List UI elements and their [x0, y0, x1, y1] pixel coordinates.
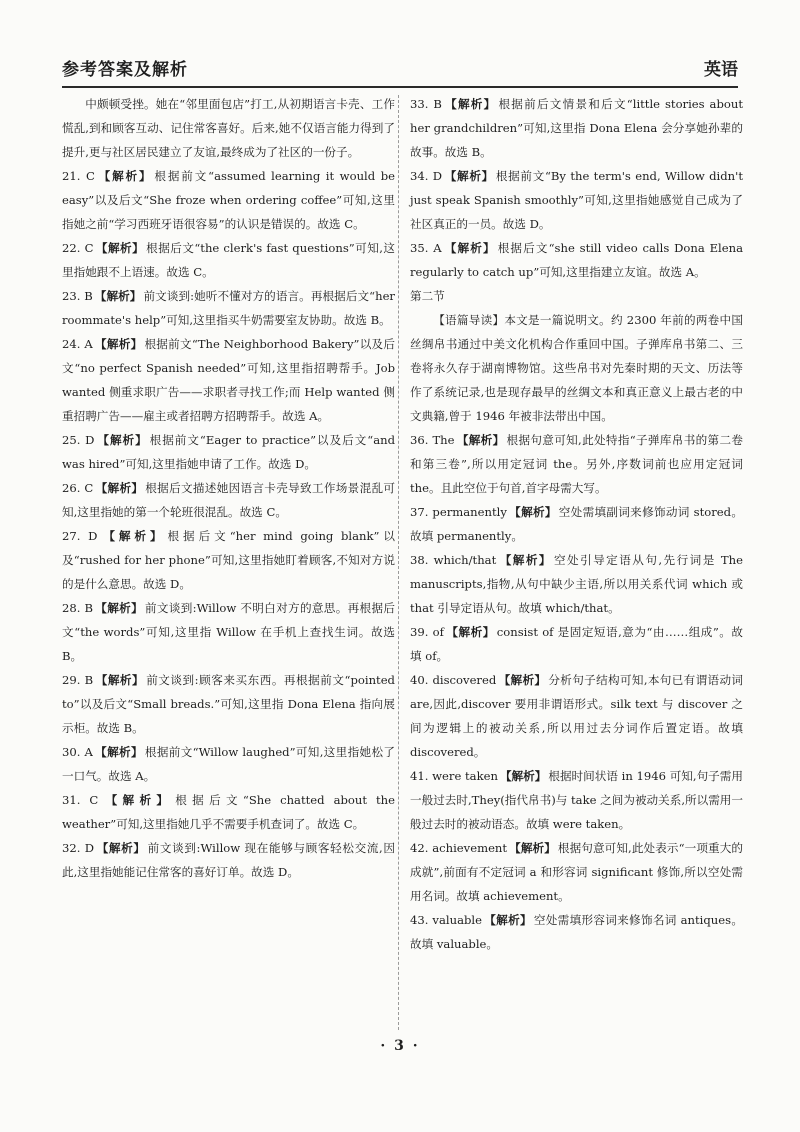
explanation-text: 根据前文“The Neighborhood Bakery”以及后文“no perfect Spanish needed”可知,这里指招聘帮手。Job wanted 侧重求职广告——求职者寻找工作;而 Help wanted 侧重招聘广告——雇主或者招聘方招聘帮手。故选 A。: [62, 337, 396, 423]
answer-item: [62, 428, 395, 476]
answer-item: [62, 524, 395, 596]
explanation-text: 根据后文“the clerk's fast questions”可知,这里指她跟不上语速。故选 C。: [62, 241, 396, 279]
answer-item: [62, 740, 395, 788]
answer-item: [410, 620, 743, 668]
answer-number: 39. of: [410, 625, 444, 639]
explanation-text: 前文谈到:顾客来买东西。再根据前文“pointed to”以及后文“Small breads.”可知,这里指 Dona Elena 指向展示柜。故选 B。: [62, 673, 395, 735]
answer-number: 38. which/that: [410, 553, 497, 567]
explanation-text: consist of 是固定短语,意为“由……组成”。故填 of。: [410, 625, 743, 663]
explanation-text: 根据前文“By the term's end, Willow didn't just speak Spanish smoothly”可知,这里指她感觉自己成为了社区真正的一员。故选 D。: [410, 169, 743, 231]
answer-number: 30. A: [62, 745, 93, 759]
answer-item: [62, 284, 395, 332]
explanation-tag: 【解析】: [508, 505, 557, 519]
answer-item: [62, 476, 395, 524]
explanation-text: 前文谈到:Willow 不明白对方的意思。再根据后文“the words”可知,这里指 Willow 在手机上查找生词。故选 B。: [62, 601, 395, 663]
explanation-text: 空处需填副词来修饰动词 stored。故填 permanently。: [410, 505, 743, 543]
explanation-tag: 【解析】: [96, 433, 148, 447]
answer-item: [62, 596, 395, 668]
answer-number: 24. A: [62, 337, 93, 351]
explanation-text: 前文谈到:Willow 现在能够与顾客轻松交流,因此,这里指她能记住常客的喜好订单。故选 D。: [62, 841, 395, 879]
answer-number: 41. were taken: [410, 769, 498, 783]
explanation-tag: 【解析】: [99, 529, 166, 543]
section-title: 第二节: [410, 289, 445, 303]
answer-item: [410, 908, 743, 956]
answer-item: [410, 836, 743, 908]
answer-number: 27. D: [62, 529, 98, 543]
explanation-tag: 【解析】: [443, 97, 497, 111]
explanation-text: 根据句意可知,此处特指“子弹库帛书的第二卷和第三卷”,所以用定冠词 the。另外,序数词前也应用定冠词 the。且此空位于句首,首字母需大写。: [410, 433, 743, 495]
explanation-text: 根据前文“assumed learning it would be easy”以及后文“She froze when ordering coffee”可知,这里指她之前“学习西班牙语很容易”的认识是错误的。故选 C。: [62, 169, 395, 231]
left-column: [62, 92, 395, 884]
answer-number: 21. C: [62, 169, 95, 183]
answer-number: 31. C: [62, 793, 99, 807]
explanation-text: 根据后文“She chatted about the weather”可知,这里指她几乎不需要手机查词了。故选 C。: [62, 793, 395, 831]
paragraph: 中颇顿受挫。她在“邻里面包店”打工,从初期语言卡壳、工作慌乱,到和顾客互动、记住常客喜好。后来,她不仅语言能力得到了提升,更与社区居民建立了友谊,最终成为了社区的一份子。: [62, 97, 395, 159]
explanation-tag: 【解析】: [94, 337, 143, 351]
answer-item: [62, 236, 395, 284]
explanation-tag: 【解析】: [95, 673, 145, 687]
answer-number: 26. C: [62, 481, 94, 495]
answer-item: [410, 500, 743, 548]
answer-number: 37. permanently: [410, 505, 507, 519]
answer-number: 28. B: [62, 601, 93, 615]
explanation-tag: 【解析】: [498, 553, 552, 567]
answer-number: 33. B: [410, 97, 442, 111]
answer-number: 23. B: [62, 289, 93, 303]
explanation-tag: 【解析】: [498, 673, 547, 687]
explanation-text: 根据后文描述她因语言卡壳导致工作场景混乱可知,这里指她的第一个轮班很混乱。故选 C。: [62, 481, 395, 519]
explanation-tag: 【解析】: [509, 841, 556, 855]
answer-number: 42. achievement: [410, 841, 508, 855]
answer-number: 40. discovered: [410, 673, 497, 687]
explanation-tag: 【解析】: [456, 433, 505, 447]
answer-item: [410, 764, 743, 836]
explanation-text: 根据时间状语 in 1946 可知,句子需用一般过去时,They(指代帛书)与 take 之间为被动关系,所以需用一般过去时的被动语态。故填 were taken。: [410, 769, 743, 831]
explanation-tag: 【解析】: [94, 601, 143, 615]
column-divider: [398, 95, 399, 1030]
answer-number: 32. D: [62, 841, 95, 855]
answer-number: 34. D: [410, 169, 443, 183]
answer-item: [62, 164, 395, 236]
answer-item: [62, 668, 395, 740]
explanation-text: 根据前文“Eager to practice”以及后文“and was hired”可知,这里指她申请了工作。故选 D。: [62, 433, 395, 471]
answer-item: [410, 236, 743, 284]
answer-number: 22. C: [62, 241, 94, 255]
explanation-tag: 【解析】: [445, 625, 495, 639]
explanation-text: 根据后文“her mind going blank”以及“rushed for her phone”可知,这里指她盯着顾客,不知对方说的是什么意思。故选 D。: [62, 529, 395, 591]
explanation-tag: 【解析】: [94, 745, 143, 759]
explanation-tag: 【解析】: [96, 169, 153, 183]
explanation-text: 根据前文“Willow laughed”可知,这里指她松了一口气。故选 A。: [62, 745, 395, 783]
explanation-text: 根据句意可知,此处表示“一项重大的成就”,前面有不定冠词 a 和形容词 significant 修饰,所以空处需用名词。故填 achievement。: [410, 841, 743, 903]
explanation-text: 前文谈到:她听不懂对方的语言。再根据后文“her roommate's help”可知,这里指买牛奶需要室友协助。故选 B。: [62, 289, 395, 327]
explanation-text: 空处需填形容词来修饰名词 antiques。故填 valuable。: [410, 913, 743, 951]
answer-number: 36. The: [410, 433, 455, 447]
answer-item: [62, 788, 395, 836]
explanation-tag: 【解析】: [95, 241, 145, 255]
answer-number: 35. A: [410, 241, 442, 255]
explanation-tag: 【解析】: [95, 481, 144, 495]
answer-number: 29. B: [62, 673, 94, 687]
answer-item: [410, 428, 743, 500]
answer-item: [62, 836, 395, 884]
answer-item: [410, 668, 743, 764]
explanation-tag: 【解析】: [443, 241, 496, 255]
answer-item: [62, 332, 395, 428]
header-subject: 英语: [704, 60, 738, 80]
explanation-text: 根据后文“she still video calls Dona Elena regularly to catch up”可知,这里指建立友谊。故选 A。: [410, 241, 743, 279]
answer-item: [410, 164, 743, 236]
explanation-tag: 【解析】: [94, 289, 142, 303]
right-column: [410, 92, 743, 956]
answer-number: 43. valuable: [410, 913, 482, 927]
answer-item: [410, 548, 743, 620]
explanation-tag: 【解析】: [499, 769, 547, 783]
explanation-tag: 【解析】: [483, 913, 532, 927]
answer-item: [410, 92, 743, 164]
explanation-text: 根据前后文情景和后文“little stories about her grandchildren”可知,这里指 Dona Elena 会分享她孙辈的故事。故选 B。: [410, 97, 743, 159]
page-number: · 3 ·: [380, 1038, 420, 1054]
page-header: [62, 50, 738, 88]
explanation-tag: 【解析】: [100, 793, 174, 807]
explanation-text: 分析句子结构可知,本句已有谓语动词 are,因此,discover 要用非谓语形式。silk text 与 discover 之间为逻辑上的被动关系,所以用过去分词作后置定语。故填 discovered。: [410, 673, 744, 759]
explanation-text: 空处引导定语从句,先行词是 The manuscripts,指物,从句中缺少主语,所以用关系代词 which 或 that 引导定语从句。故填 which/that。: [410, 553, 743, 615]
explanation-tag: 【解析】: [96, 841, 146, 855]
explanation-tag: 【解析】: [444, 169, 494, 183]
paragraph: 【语篇导读】本文是一篇说明文。约 2300 年前的两卷中国丝绸帛书通过中美文化机构合作重回中国。子弹库帛书第二、三卷将永久存于湖南博物馆。这些帛书对先秦时期的天文、历法等作了系统记录,也是现存最早的丝绸文本和真正意义上最古老的中文典籍,曾于 1946 年被非法带出中国。: [410, 313, 743, 423]
header-title: 参考答案及解析: [62, 60, 188, 80]
answer-number: 25. D: [62, 433, 95, 447]
